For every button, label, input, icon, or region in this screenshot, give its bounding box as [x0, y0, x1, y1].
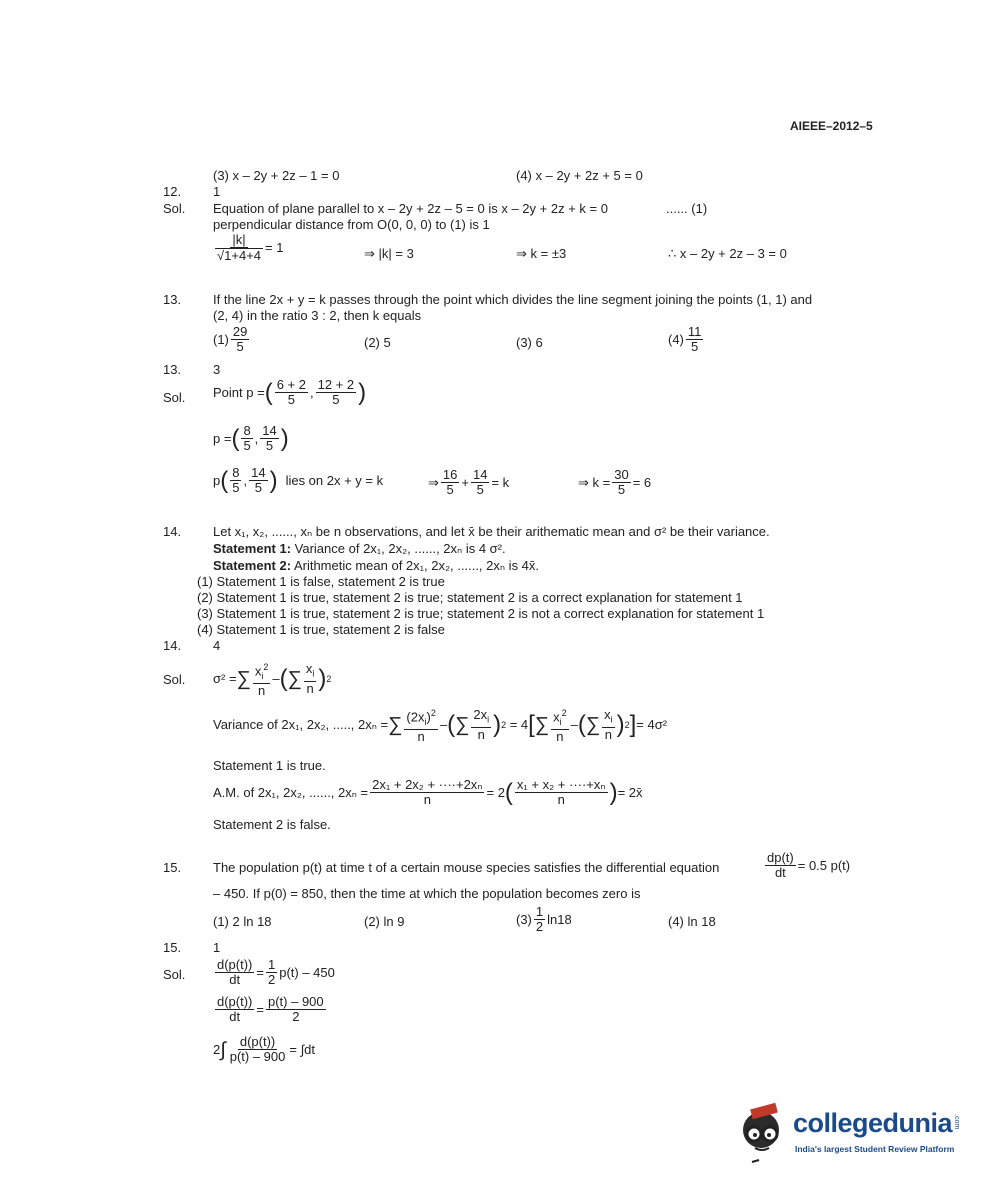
q15-l2-num: d(p(t))	[217, 994, 253, 1009]
q14-st1-label: Statement 1:	[213, 541, 292, 556]
q13-answer: 3	[213, 362, 221, 377]
q13-s3-f3-num: 30	[614, 467, 629, 482]
q15-l2-rfrac	[266, 995, 326, 1024]
q12-frac-den-text: 1+4+4	[224, 248, 262, 263]
q15-answer: 1	[213, 940, 221, 955]
q12-eq1: = 1	[265, 240, 284, 255]
q15-l2-rden: 2	[292, 1009, 300, 1024]
q15-l1-num: d(p(t))	[217, 957, 253, 972]
q14-sigma: σ² =	[213, 670, 237, 686]
q14-number: 14.	[163, 524, 182, 539]
q13-o4-fraction	[686, 325, 704, 354]
q14-variance-formula: σ² = ∑ $\frac{x_i^2}{n}$ – ( ∑ $\frac{x_i}{n}$ ) 2	[213, 661, 332, 698]
q12-frac-den: √1+4+4	[217, 248, 262, 263]
q13-text-line2: (2, 4) in the ratio 3 : 2, then k equals	[213, 308, 422, 323]
q13-s3-p: p	[213, 472, 221, 488]
q14-answer-number: 14.	[163, 638, 182, 653]
q13-s3-b-den: 5	[254, 480, 262, 495]
q13-o1-fraction	[231, 325, 249, 354]
q15-o3-num: 1	[535, 904, 544, 919]
q13-s3-eq: = k	[491, 474, 510, 490]
q13-s2-a-num: 8	[243, 423, 251, 438]
q13-s1-frac-a	[275, 378, 308, 407]
mascot-icon	[735, 1098, 795, 1168]
q15-l3-rhs: = ∫dt	[289, 1041, 315, 1057]
logo-wordmark: collegedunia	[793, 1108, 953, 1138]
q12-step4: ∴ x – 2y + 2z – 3 = 0	[668, 246, 787, 261]
page-ref: AIEEE–2012–5	[790, 119, 873, 133]
q15-deq-rhs: = 0.5 p(t)	[797, 857, 851, 873]
q12-sol-line1: Equation of plane parallel to x – 2y + 2z – 5 = 0 is x – 2y + 2z + k = 0	[213, 201, 608, 216]
q15-option-4: (4) ln 18	[668, 914, 716, 929]
q13-s3-text: lies on 2x + y = k	[285, 472, 384, 488]
q15-l1-half	[266, 958, 277, 987]
q13-s3-implies: ⇒	[428, 474, 439, 490]
q15-answer-number: 15.	[163, 940, 182, 955]
q14-am-frac2	[515, 778, 608, 807]
q11-option-4: (4) x – 2y + 2z + 5 = 0	[516, 168, 643, 183]
q13-s2-b-den: 5	[265, 438, 274, 453]
q15-l3-num: d(p(t))	[239, 1034, 276, 1049]
q15-l1-half-den: 2	[267, 972, 276, 987]
q15-l1-eq: =	[256, 964, 264, 980]
q13-s2-label: p =	[213, 430, 232, 446]
q15-l2-den: dt	[229, 1009, 241, 1024]
q13-o4-den: 5	[691, 339, 699, 354]
q13-s1-a-num: 6 + 2	[276, 377, 306, 392]
q15-deq-num: dp(t)	[767, 850, 794, 865]
q12-answer: 1	[213, 184, 221, 199]
q13-o1-den: 5	[236, 339, 244, 354]
q15-option-3	[516, 905, 572, 934]
q15-o3-frac	[534, 905, 545, 934]
q13-s3-f1-num: 16	[442, 467, 458, 482]
q13-s1-b-num: 12 + 2	[317, 377, 355, 392]
q13-option-2: (2) 5	[364, 335, 391, 350]
q14-var-result: = 4σ²	[636, 716, 668, 732]
q15-sol-line3: 2 ∫ $\frac{d(p(t))}{p(t) - 900}$ = ∫dt	[213, 1034, 315, 1064]
q12-distance-equation	[213, 233, 283, 263]
q14-am-result: = 2x̄	[617, 784, 643, 800]
q13-s3-f1-den: 5	[446, 482, 454, 497]
q13-s3-a-den: 5	[232, 480, 240, 495]
q13-s3-frac-a	[230, 466, 241, 495]
q13-s1-label: Point p =	[213, 384, 265, 400]
q13-sum-expression	[428, 468, 509, 497]
q12-distance-fraction	[215, 233, 263, 263]
q15-l1-den: dt	[229, 972, 241, 987]
q12-equation-ref: ...... (1)	[666, 201, 708, 216]
q12-sol-label: Sol.	[163, 201, 186, 216]
q13-s3-f3-den: 5	[617, 482, 626, 497]
q15-number: 15.	[163, 860, 182, 875]
q13-s1-b-den: 5	[332, 392, 340, 407]
q14-text-line1: Let x₁, x₂, ......, xₙ be n observations, and let x̄ be their arithematic mean and σ² be their variance.	[213, 524, 770, 539]
q14-statement-1	[213, 541, 506, 557]
q14-st2-text: Arithmetic mean of 2x₁, 2x₂, ......, 2xₙ is 4x̄.	[293, 558, 540, 573]
q13-s3-f1	[441, 468, 459, 497]
q15-l1-frac	[215, 958, 254, 987]
q13-option-1	[213, 325, 251, 354]
q15-sol-line1	[213, 958, 335, 987]
q14-statement1-true: Statement 1 is true.	[213, 758, 326, 773]
q15-text-line2: – 450. If p(0) = 850, then the time at which the population becomes zero is	[213, 886, 641, 901]
q15-deq-den: dt	[774, 865, 786, 880]
q13-text-line1: If the line 2x + y = k passes through the point which divides the line segment joining the points (1, 1) and	[213, 292, 813, 307]
q12-step3: ⇒ k = ±3	[516, 246, 567, 261]
q12-sol-line2: perpendicular distance from O(0, 0, 0) to (1) is 1	[213, 217, 490, 232]
q12-frac-num: |k|	[232, 232, 246, 247]
q15-o3-text: ln18	[547, 911, 572, 927]
q13-o4-label: (4)	[668, 331, 684, 347]
q13-s3-plus: +	[461, 474, 469, 490]
q15-text-line1: The population p(t) at time t of a certain mouse species satisfies the differential equation	[213, 860, 720, 875]
collegedunia-logo[interactable]	[735, 1098, 965, 1168]
q14-am-expression: A.M. of 2x₁, 2x₂, ......, 2xₙ = $\frac{\text{2x₁ + 2x₂ + ····+2xₙ}}{n}$ = 2 ( $\frac{\text{x₁ + x₂ + ····+xₙ}}{n}$ ) = 2x̄	[213, 777, 643, 807]
q15-deq-frac	[765, 851, 796, 880]
q13-sol-label: Sol.	[163, 390, 186, 405]
q14-am-num1: 2x₁ + 2x₂ + ····+2xₙ	[372, 777, 483, 792]
q14-statement-2	[213, 558, 539, 574]
q15-diff-eq	[763, 851, 850, 880]
q13-answer-number: 13.	[163, 362, 182, 377]
q13-p-value: p = ( $\frac{8}{5}$ , $\frac{14}{5}$ )	[213, 423, 289, 453]
q13-s2-b-num: 14	[262, 423, 277, 438]
q15-o3-den: 2	[535, 919, 544, 934]
q13-s1-frac-b	[316, 378, 357, 407]
q13-s3-f2-den: 5	[476, 482, 484, 497]
q13-s1-a-den: 5	[287, 392, 295, 407]
q14-option-3: (3) Statement 1 is true, statement 2 is true; statement 2 is not a correct explanation for statement 1	[197, 606, 765, 621]
q13-s3-a-num: 8	[232, 465, 240, 480]
q14-option-4: (4) Statement 1 is true, statement 2 is false	[197, 622, 445, 637]
q14-st2-label: Statement 2:	[213, 558, 292, 573]
q13-s3-f2	[471, 468, 489, 497]
q13-o4-num: 11	[687, 324, 702, 339]
q15-l2-frac	[215, 995, 254, 1024]
q15-sol-line2	[213, 995, 328, 1024]
q13-s2-frac-b	[260, 424, 278, 453]
q15-sol-label: Sol.	[163, 967, 186, 982]
q14-option-2: (2) Statement 1 is true, statement 2 is true; statement 2 is a correct explanation for statement 1	[197, 590, 743, 605]
q13-option-3: (3) 6	[516, 335, 543, 350]
q13-s3-f2-num: 14	[472, 467, 488, 482]
q15-option-2: (2) ln 9	[364, 914, 405, 929]
q14-answer: 4	[213, 638, 221, 653]
q15-l2-rnum: p(t) – 900	[267, 994, 324, 1009]
q14-sol-label: Sol.	[163, 672, 186, 687]
q14-am-num2: x₁ + x₂ + ····+xₙ	[516, 777, 606, 792]
q15-l1-rhs: p(t) – 450	[279, 964, 335, 980]
q13-k-result	[578, 468, 651, 497]
q13-s3-k: ⇒ k =	[578, 474, 611, 490]
q14-am-den1: n	[423, 792, 431, 807]
q13-s3-f3	[612, 468, 630, 497]
q15-o3-label: (3)	[516, 911, 532, 927]
q14-variance-2x: Variance of 2x₁, 2x₂, ....., 2xₙ = ∑ $\frac{(2x_i)^2}{n}$ – ( ∑ $\frac{2x_i}{n}$ ) 2 = 4 [ ∑ $\frac{x_i^2}{n}$ – ( ∑ $\frac{x_i}{n}$ ) 2 ] = 4σ²	[213, 707, 668, 744]
q13-lies-on: p ( $\frac{8}{5}$ , $\frac{14}{5}$ ) lies on 2x + y = k	[213, 465, 384, 495]
q13-number: 13.	[163, 292, 182, 307]
q14-var-label: Variance of 2x₁, 2x₂, ....., 2xₙ =	[213, 716, 389, 732]
q13-s3-res: = 6	[632, 474, 652, 490]
q15-l1-half-num: 1	[267, 957, 276, 972]
q13-o1-label: (1)	[213, 331, 229, 347]
q12-answer-number: 12.	[163, 184, 182, 199]
logo-tagline: India's largest Student Review Platform	[795, 1144, 955, 1154]
q11-option-3: (3) x – 2y + 2z – 1 = 0	[213, 168, 340, 183]
q15-l3-den: p(t) – 900	[229, 1049, 286, 1064]
q12-step2: ⇒ |k| = 3	[364, 246, 414, 261]
q14-st1-text: Variance of 2x₁, 2x₂, ......, 2xₙ is 4 σ².	[294, 541, 506, 556]
q14-am-frac1	[370, 778, 484, 807]
q15-l3-frac	[228, 1035, 288, 1064]
q13-s3-b-num: 14	[251, 465, 266, 480]
q14-option-1: (1) Statement 1 is false, statement 2 is true	[197, 574, 445, 589]
q13-s2-frac-a	[241, 424, 252, 453]
logo-dotcom: .com	[953, 1114, 960, 1130]
q13-point-p: Point p = ( $\frac{6 + 2}{5}$ , $\frac{12 + 2}{5}$ )	[213, 377, 367, 407]
q14-statement2-false: Statement 2 is false.	[213, 817, 331, 832]
q15-option-1: (1) 2 ln 18	[213, 914, 272, 929]
q13-s3-frac-b	[249, 466, 267, 495]
q13-s2-a-den: 5	[243, 438, 251, 453]
q14-am-den2: n	[557, 792, 565, 807]
q14-am-label: A.M. of 2x₁, 2x₂, ......, 2xₙ =	[213, 784, 369, 800]
q13-o1-num: 29	[232, 324, 248, 339]
q13-option-4	[668, 325, 705, 354]
q15-l3-two: 2	[213, 1041, 221, 1057]
q15-l2-eq: =	[256, 1001, 264, 1017]
